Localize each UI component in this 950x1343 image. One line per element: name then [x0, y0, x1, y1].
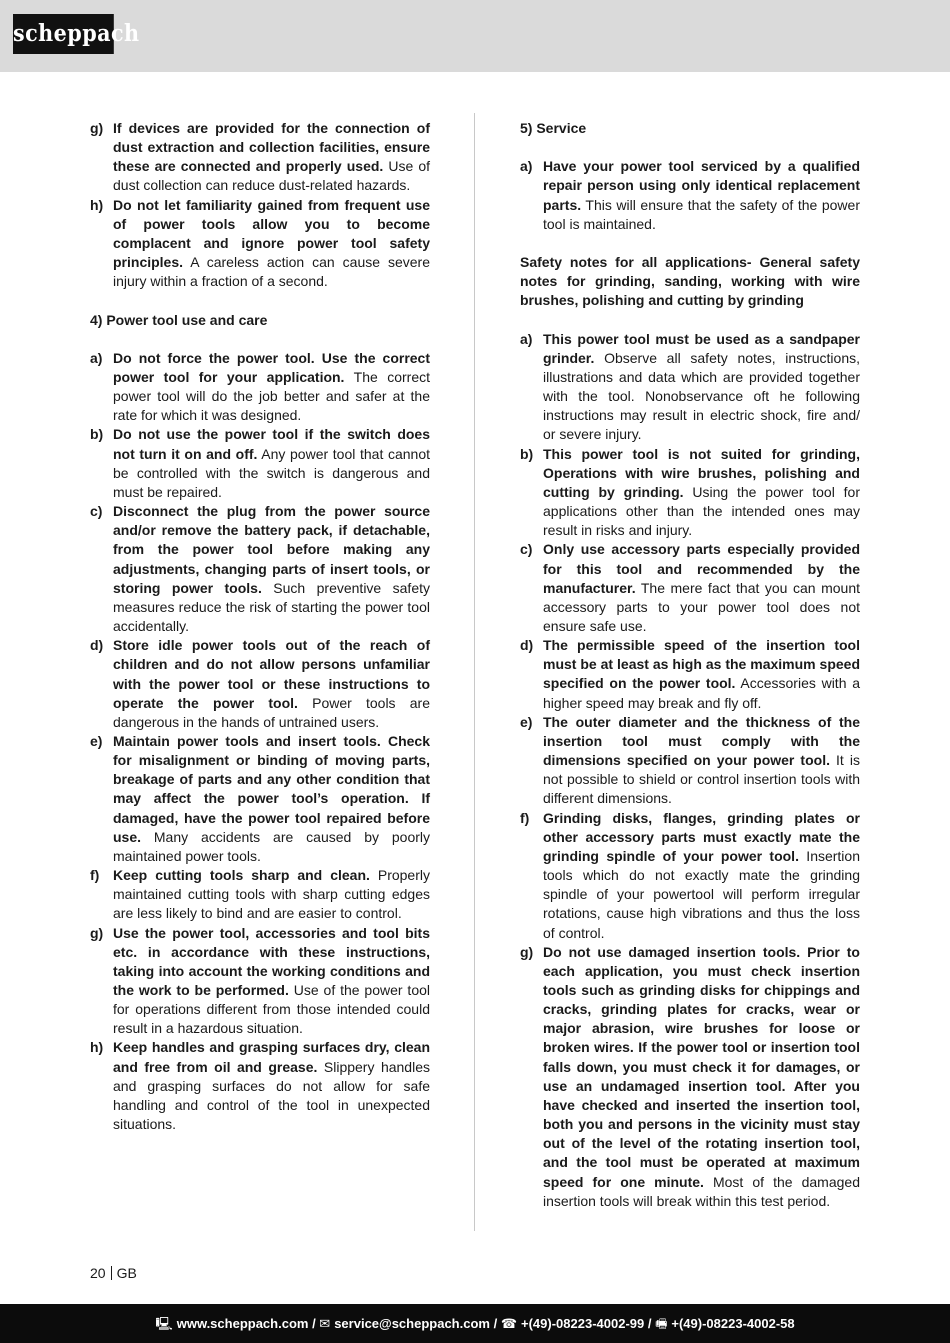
item-label: d): [90, 637, 104, 654]
page-language: GB: [116, 1265, 137, 1281]
list-item: [90, 924, 430, 1039]
list-item: [90, 119, 430, 196]
item-bold: This power tool must be used as a sandpaper grinder.: [543, 330, 860, 366]
item-text: Use of dust collection can reduce dust-related hazards.: [113, 158, 430, 194]
item-text: The mere fact that you can mount accessory parts to your power tool does not ensure safe use.: [543, 579, 860, 635]
page-number-value: 20: [90, 1265, 106, 1281]
item-label: h): [90, 1039, 104, 1056]
item-label: d): [520, 637, 534, 654]
item-text: Observe all safety notes, instructions, illustrations and data which are provided together with the tool. Nonobservance oft he following instructions may result in electric shock, fire and/ or severe injury.: [543, 349, 860, 443]
item-text: Properly maintained cutting tools with sharp cutting edges are less likely to bind and are easier to control.: [113, 867, 430, 922]
list-item: [90, 636, 430, 732]
item-text: This will ensure that the safety of the power tool is maintained.: [543, 196, 860, 232]
item-label: c): [90, 503, 103, 520]
list-item: [90, 196, 430, 292]
item-text: The correct power tool will do the job better and safer at the rate for which it was designed.: [113, 369, 430, 424]
list-item: [520, 943, 860, 1211]
item-label: f): [520, 809, 530, 826]
footer-phone: +(49)-08223-4002-99: [521, 1316, 645, 1331]
item-label: b): [520, 445, 534, 462]
item-bold: Keep cutting tools sharp and clean.: [113, 867, 370, 884]
list-item: [520, 713, 860, 809]
item-label: f): [90, 867, 100, 884]
section-title: 4) Power tool use and care: [90, 311, 268, 328]
item-text: Power tools are dangerous in the hands of untrained users.: [113, 694, 430, 730]
item-bold: Store idle power tools out of the reach of children and do not allow persons unfamiliar with the power tool or these instructions to operate the power tool.: [113, 637, 430, 711]
list-item: [90, 732, 430, 866]
section-title: 5) Service: [520, 120, 587, 136]
item-text: Accessories with a higher speed may break and fly off.: [543, 675, 860, 711]
item-label: h): [90, 196, 104, 213]
item-bold: Do not use damaged insertion tools. Prior to each application, you must check insertion tools such as grinding disks for chippings and cracks, grinding plates for cracks, wear or major abrasion, wire brushes for loose or broken wires. If the power tool or insertion tool falls down, you must check it for damages, or use an undamaged insertion tool. After you have checked and inserted the insertion tool, both you and persons in the vicinity must stay out of the level of the rotating insertion tool, and the tool must be operated at maximum speed for one minute.: [543, 943, 860, 1190]
item-text: Slippery handles and grasping surfaces do not allow for safe handling and control of the tool in unexpected situations.: [113, 1058, 430, 1133]
footer-fax: +(49)-08223-4002-58: [671, 1316, 795, 1331]
footer-separator: /: [644, 1316, 656, 1331]
item-bold: Do not let familiarity gained from frequent use of power tools allow you to become complacent and ignore power tool safety principles.: [113, 196, 430, 271]
list-item: [90, 349, 430, 426]
item-label: e): [90, 732, 103, 749]
item-bold: The permissible speed of the insertion tool must be at least as high as the maximum speed specified on the power tool.: [543, 637, 860, 692]
item-text: Many accidents are caused by poorly maintained power tools.: [113, 828, 430, 864]
footer-separator: /: [489, 1316, 501, 1331]
left-column: [90, 119, 430, 1134]
item-label: e): [520, 713, 533, 730]
item-label: c): [520, 541, 533, 558]
item-bold: If devices are provided for the connection of dust extraction and collection facilities, ensure these are connected and properly used.: [113, 120, 430, 175]
right-column: [520, 119, 860, 1211]
item-bold: Disconnect the plug from the power source and/or remove the battery pack, if detachable, from the power tool before making any adjustments, changing parts of insert tools, or storing power tools.: [113, 503, 430, 596]
phone-icon: ☎: [500, 1316, 518, 1331]
list-item: [520, 445, 860, 541]
item-text: Using the power tool for applications other than the intended ones may result in risks and injury.: [543, 483, 861, 539]
section-title: Safety notes for all applications- General safety notes for grinding, sanding, working with wire brushes, polishing and cutting by grinding: [520, 254, 860, 309]
item-label: a): [90, 349, 103, 366]
list-item: [90, 866, 430, 923]
item-text: Most of the damaged insertion tools will break within this test period.: [543, 1173, 860, 1209]
item-bold: Do not force the power tool. Use the correct power tool for your application.: [113, 349, 430, 385]
page-number: [90, 1265, 137, 1281]
list-item: [90, 502, 430, 636]
item-label: g): [90, 924, 104, 941]
item-text: A careless action can cause severe injury within a fraction of a second.: [113, 254, 430, 290]
item-text: It is not possible to shield or control insertion tools with different dimensions.: [543, 752, 860, 807]
list-item: [520, 540, 860, 636]
list-item: [520, 157, 860, 234]
item-bold: Maintain power tools and insert tools. Check for misalignment or binding of moving parts, breakage of parts and any other condition that may affect the power tool’s operation. If damaged, have the power tool repaired before use.: [113, 732, 430, 845]
item-text: Insertion tools which do not exactly mate the grinding spindle of your powertool will perform irregular rotations, cause high vibrations and thus the loss of control.: [543, 847, 860, 941]
item-label: a): [520, 158, 533, 175]
list-item: [520, 330, 860, 445]
item-bold: Keep handles and grasping surfaces dry, clean and free from oil and grease.: [113, 1039, 430, 1075]
page-footer: [0, 1304, 950, 1343]
list-item: [90, 1038, 430, 1134]
footer-email-link[interactable]: service@scheppach.com: [334, 1316, 490, 1331]
item-label: g): [520, 943, 534, 960]
column-divider: [474, 113, 475, 1231]
page-separator: [111, 1266, 112, 1280]
item-label: b): [90, 426, 104, 443]
item-bold: This power tool is not suited for grinding, Operations with wire brushes, polishing and cutting by grinding.: [543, 445, 860, 500]
item-text: Use of the power tool for operations different from those intended could result in a hazardous situation.: [113, 982, 430, 1037]
list-item: [520, 809, 860, 943]
page-header: [0, 0, 950, 72]
item-bold: Only use accessory parts especially provided for this tool and recommended by the manufacturer.: [543, 541, 860, 596]
brand-logo: scheppach: [13, 14, 114, 54]
item-bold: Have your power tool serviced by a qualified repair person using only identical replacement parts.: [543, 158, 860, 213]
item-text: Any power tool that cannot be controlled with the switch is dangerous and must be repaired.: [113, 445, 430, 500]
email-icon: ✉: [319, 1316, 331, 1331]
item-bold: Do not use the power tool if the switch does not turn it on and off.: [113, 426, 430, 462]
footer-separator: /: [308, 1316, 320, 1331]
item-label: a): [520, 330, 533, 347]
list-item: [520, 636, 860, 713]
computer-icon: 🖳: [155, 1316, 173, 1331]
item-text: Such preventive safety measures reduce the risk of starting the power tool accidentally.: [113, 579, 430, 635]
item-bold: Grinding disks, flanges, grinding plates or other accessory parts must exactly mate the grinding spindle of your power tool.: [543, 809, 860, 864]
item-label: g): [90, 120, 104, 136]
item-bold: The outer diameter and the thickness of the insertion tool must comply with the dimensions specified on your power tool.: [543, 713, 860, 769]
footer-website-link[interactable]: www.scheppach.com: [176, 1316, 309, 1331]
item-bold: Use the power tool, accessories and tool bits etc. in accordance with these instructions, taking into account the working conditions and the work to be performed.: [113, 924, 430, 998]
fax-icon: 🖷: [655, 1316, 668, 1331]
list-item: [90, 425, 430, 502]
